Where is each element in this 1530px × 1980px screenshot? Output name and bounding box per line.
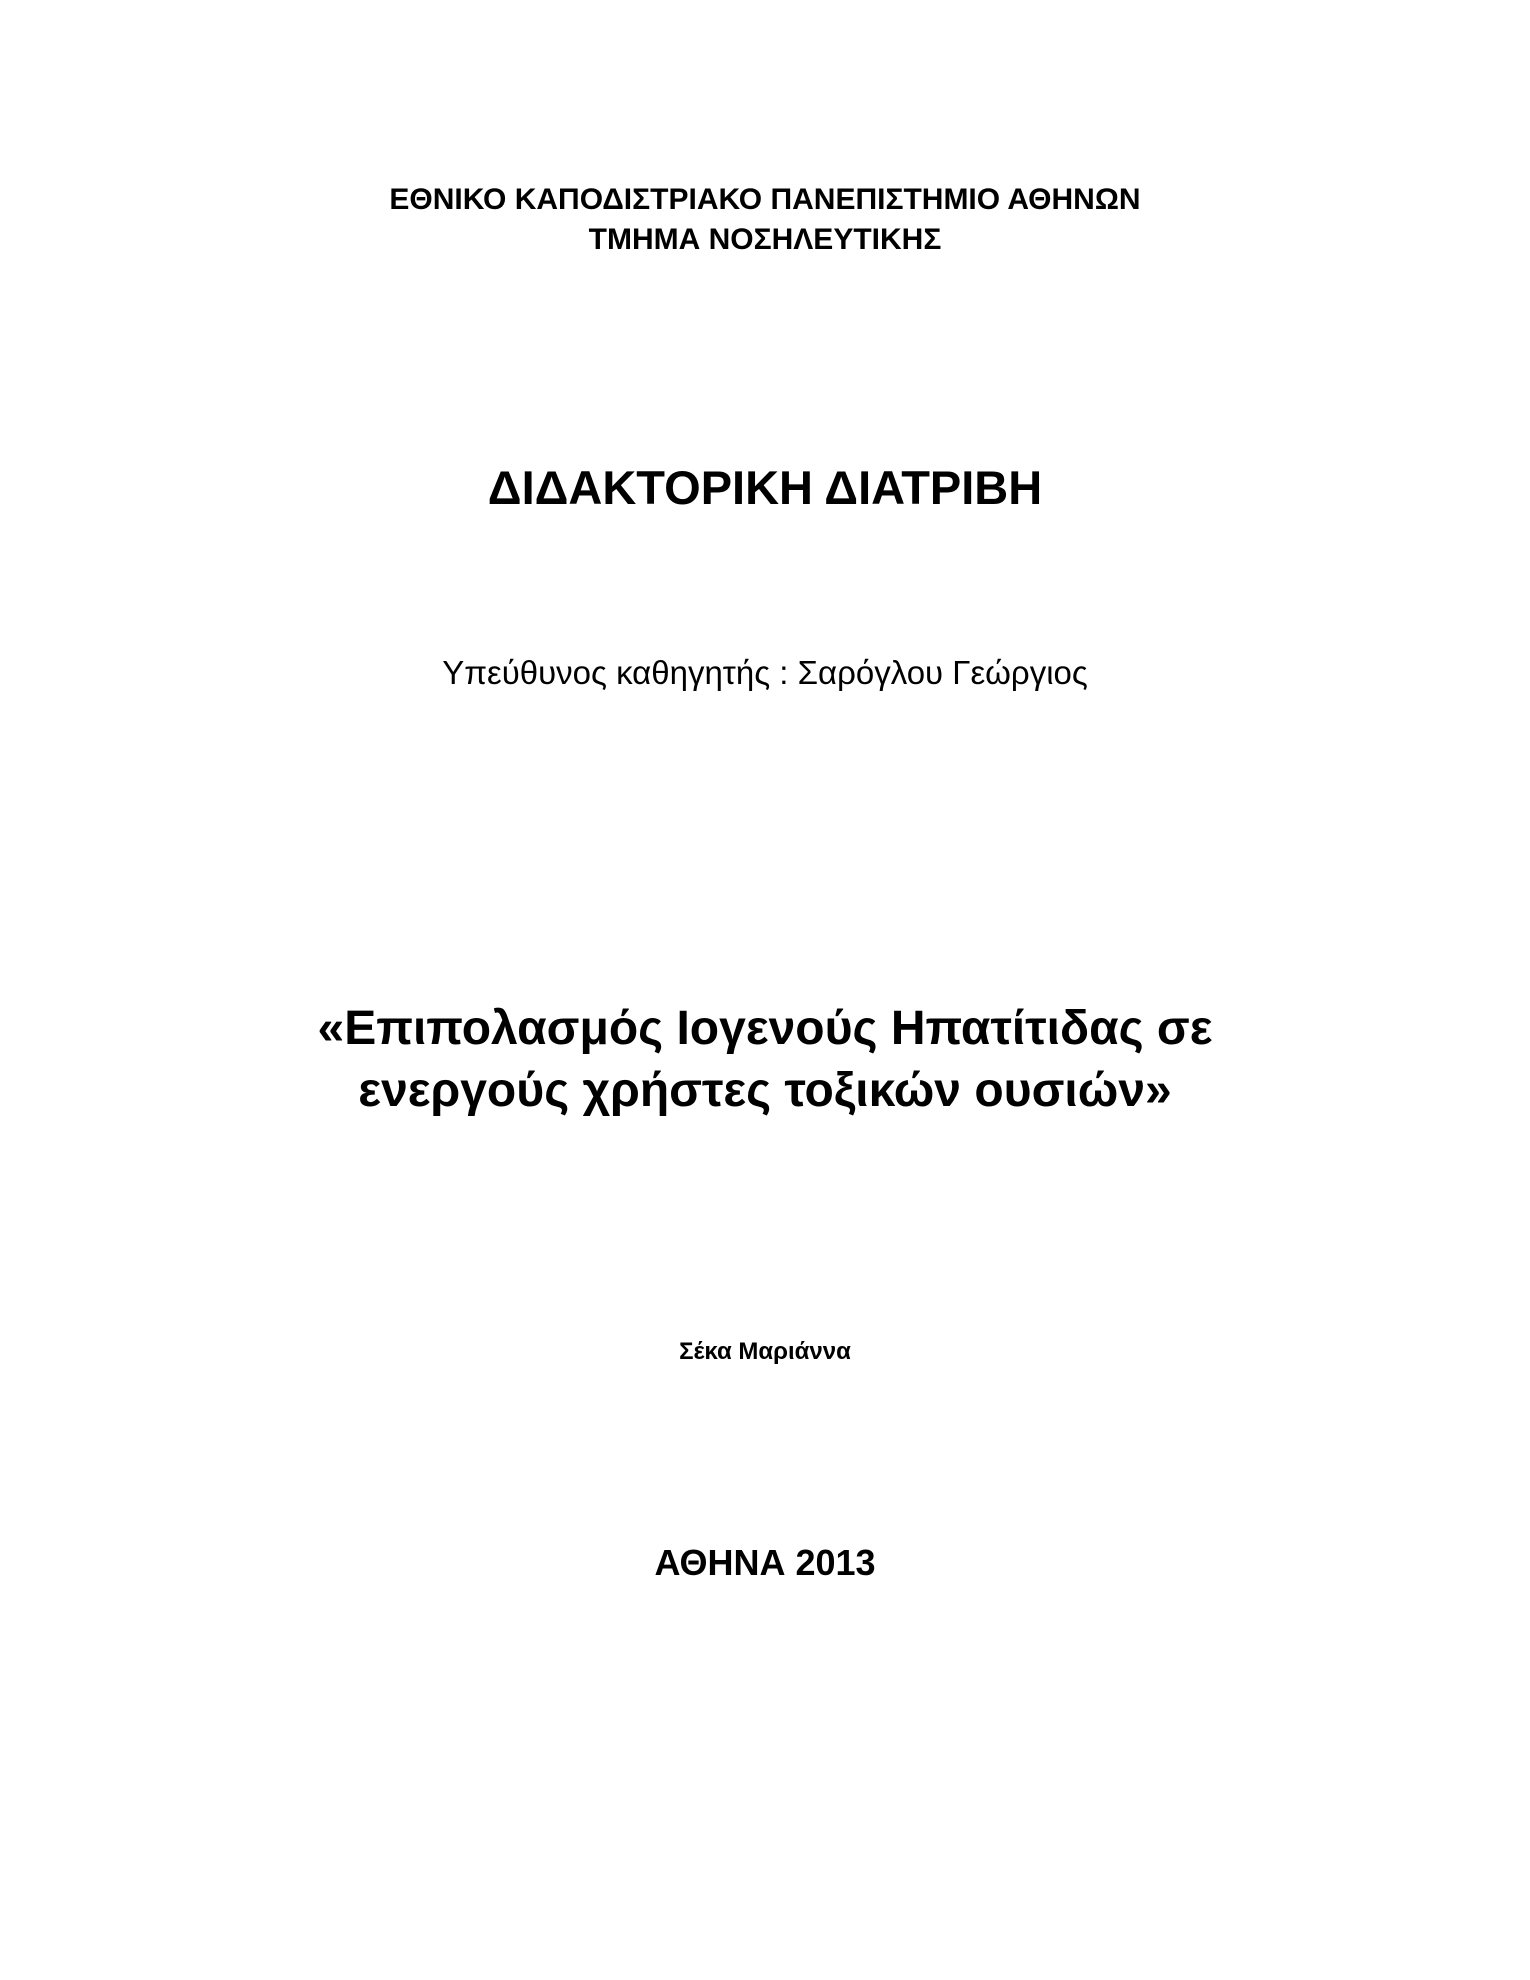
university-name: ΕΘΝΙΚΟ ΚΑΠΟΔΙΣΤΡΙΑΚΟ ΠΑΝΕΠΙΣΤΗΜΙΟ ΑΘΗΝΩΝ <box>389 183 1141 216</box>
department-name: ΤΜΗΜΑ ΝΟΣΗΛΕΥΤΙΚΗΣ <box>588 223 942 256</box>
thesis-title-line-1: «Επιπολασμός Ιογενούς Ηπατίτιδας σε <box>317 1002 1213 1055</box>
supervisor-line: Υπεύθυνος καθηγητής : Σαρόγλου Γεώργιος <box>442 654 1088 691</box>
author-name: Σέκα Μαριάννα <box>679 1338 851 1365</box>
university-header <box>0 180 1530 260</box>
place-and-year: ΑΘΗΝΑ 2013 <box>654 1542 876 1583</box>
document-type: ΔΙΔΑΚΤΟΡΙΚΗ ΔΙΑΤΡΙΒΗ <box>487 461 1043 514</box>
thesis-title <box>0 998 1530 1122</box>
thesis-title-line-2: ενεργούς χρήστες τοξικών ουσιών» <box>358 1064 1172 1117</box>
